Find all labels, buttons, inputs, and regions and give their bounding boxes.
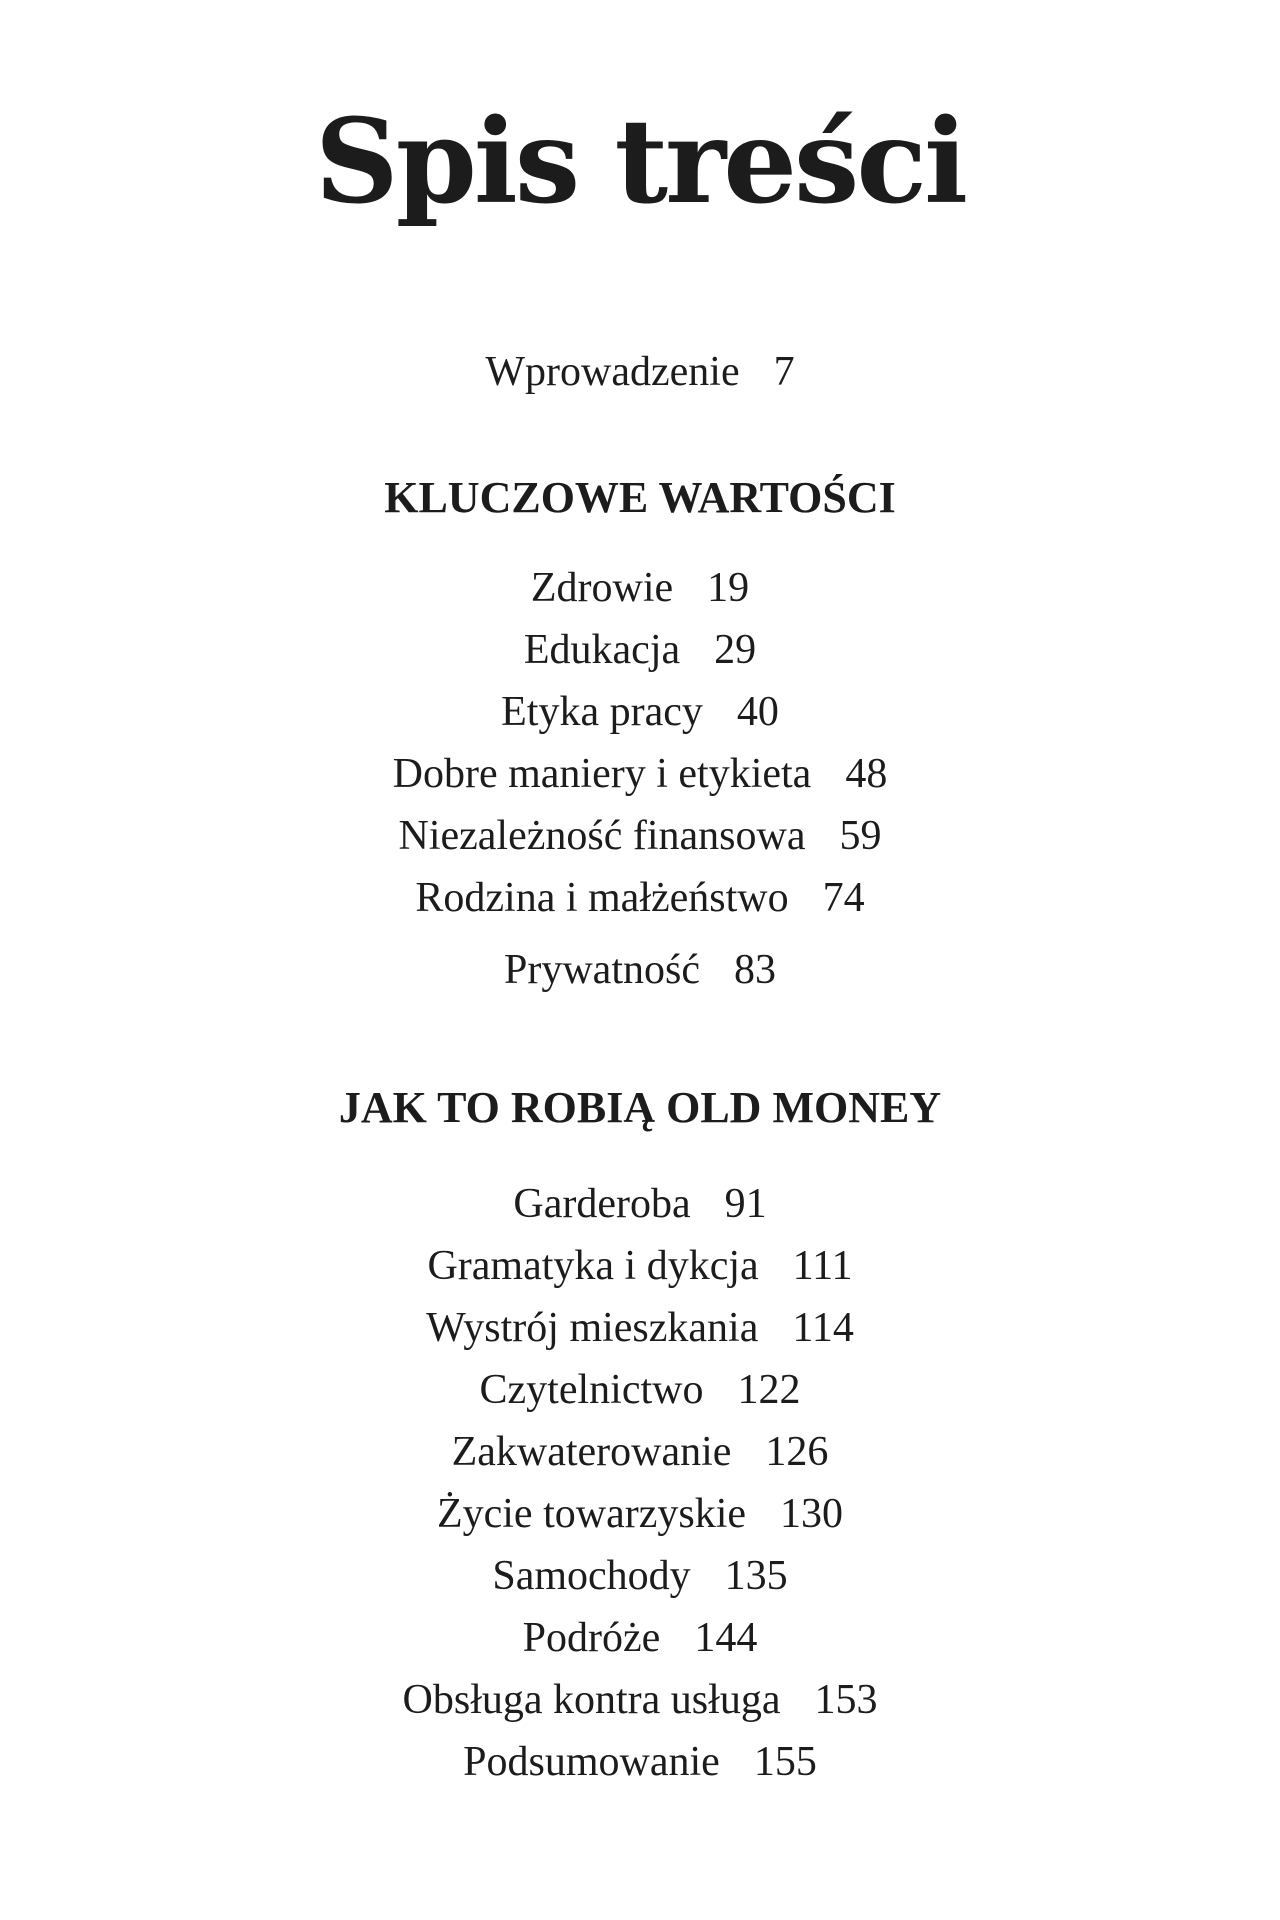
toc-entry-page: 122 bbox=[737, 1367, 801, 1413]
toc-entry-page: 59 bbox=[839, 813, 882, 859]
toc-entry[interactable] bbox=[0, 560, 1280, 616]
toc-entry-page: 74 bbox=[822, 875, 865, 921]
toc-entry-page: 91 bbox=[724, 1181, 767, 1227]
toc-entry[interactable] bbox=[0, 808, 1280, 864]
toc-entry-label: Zdrowie bbox=[530, 565, 674, 611]
toc-entry[interactable] bbox=[0, 1610, 1280, 1666]
toc-entry[interactable] bbox=[0, 1300, 1280, 1356]
toc-entry-page: 126 bbox=[765, 1429, 829, 1475]
toc-entry-intro[interactable] bbox=[0, 344, 1280, 400]
toc-entry-page: 7 bbox=[773, 349, 795, 395]
toc-entry[interactable] bbox=[0, 870, 1280, 926]
toc-entry[interactable] bbox=[0, 942, 1280, 998]
toc-entry[interactable] bbox=[0, 1176, 1280, 1232]
toc-entry[interactable] bbox=[0, 1672, 1280, 1728]
toc-entry-label: Samochody bbox=[492, 1553, 691, 1599]
section-heading-old-money: JAK TO ROBIĄ OLD MONEY bbox=[338, 1083, 942, 1132]
toc-entry-page: 130 bbox=[780, 1491, 844, 1537]
toc-entry-label: Niezależność finansowa bbox=[398, 813, 806, 859]
toc-entry-page: 114 bbox=[792, 1305, 854, 1351]
toc-entry-page: 153 bbox=[814, 1677, 878, 1723]
toc-entry-label: Wprowadzenie bbox=[485, 349, 740, 395]
toc-entry-label: Gramatyka i dykcja bbox=[427, 1243, 759, 1289]
toc-entry-label: Dobre maniery i etykieta bbox=[392, 751, 812, 797]
toc-entry-label: Edukacja bbox=[523, 627, 681, 673]
toc-entry-label: Obsługa kontra usługa bbox=[402, 1677, 781, 1723]
toc-entry-label: Prywatność bbox=[504, 947, 700, 993]
section-heading-core-values: KLUCZOWE WARTOŚCI bbox=[384, 473, 896, 522]
page-title: Spis treści bbox=[314, 94, 966, 230]
toc-entry-label: Rodzina i małżeństwo bbox=[415, 875, 789, 921]
toc-entry-label: Podróże bbox=[522, 1615, 661, 1661]
toc-entry-page: 40 bbox=[736, 689, 779, 735]
toc-entry[interactable] bbox=[0, 1548, 1280, 1604]
toc-entry-page: 19 bbox=[707, 565, 750, 611]
toc-entry-label: Życie towarzyskie bbox=[436, 1491, 747, 1537]
toc-entry-label: Zakwaterowanie bbox=[451, 1429, 732, 1475]
toc-entry-page: 83 bbox=[733, 947, 776, 993]
toc-entry-page: 135 bbox=[724, 1553, 788, 1599]
toc-entry-label: Etyka pracy bbox=[501, 689, 703, 735]
toc-entry[interactable] bbox=[0, 1734, 1280, 1790]
toc-entry-label: Czytelnictwo bbox=[479, 1367, 704, 1413]
toc-entry-label: Podsumowanie bbox=[463, 1739, 720, 1785]
toc-entry-label: Wystrój mieszkania bbox=[426, 1305, 759, 1351]
toc-entry[interactable] bbox=[0, 622, 1280, 678]
toc-entry-page: 29 bbox=[714, 627, 757, 673]
toc-entry-page: 155 bbox=[753, 1739, 817, 1785]
toc-entry-page: 48 bbox=[845, 751, 888, 797]
toc-entry-page: 111 bbox=[792, 1243, 853, 1289]
toc-entry[interactable] bbox=[0, 1486, 1280, 1542]
toc-entry[interactable] bbox=[0, 746, 1280, 802]
toc-entry[interactable] bbox=[0, 1424, 1280, 1480]
toc-entry-page: 144 bbox=[694, 1615, 758, 1661]
toc-entry[interactable] bbox=[0, 1362, 1280, 1418]
toc-entry[interactable] bbox=[0, 684, 1280, 740]
toc-entry[interactable] bbox=[0, 1238, 1280, 1294]
toc-entry-label: Garderoba bbox=[513, 1181, 691, 1227]
